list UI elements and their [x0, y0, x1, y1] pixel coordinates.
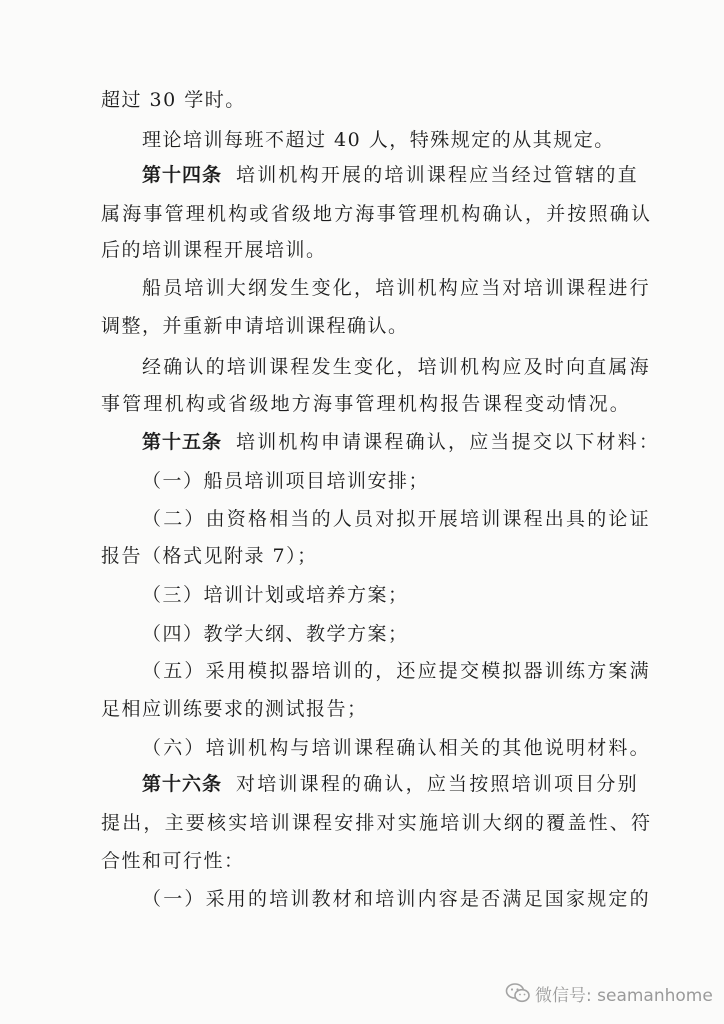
wechat-watermark	[505, 980, 713, 1006]
list-item: （一）采用的培训教材和培训内容是否满足国家规定的	[142, 888, 651, 910]
article-label: 第十六条	[142, 773, 223, 795]
text-line: 船员培训大纲发生变化，培训机构应当对培训课程进行	[142, 277, 651, 299]
article-label: 第十四条	[142, 164, 223, 186]
text-line: 报告（格式见附录 7）；	[101, 545, 318, 567]
text-line: 后的培训课程开展培训。	[101, 239, 327, 261]
list-item: （六）培训机构与培训课程确认相关的其他说明材料。	[142, 737, 651, 759]
article-label: 第十五条	[142, 431, 223, 453]
article-15-heading-line: 第十五条 培训机构申请课程确认，应当提交以下材料：	[142, 431, 661, 453]
list-item: （三）培训计划或培养方案；	[142, 584, 409, 606]
text-line: 提出，主要核实培训课程安排对实施培训大纲的覆盖性、符	[101, 812, 653, 834]
list-item: （二）由资格相当的人员对拟开展培训课程出具的论证	[142, 508, 651, 530]
wechat-icon	[505, 982, 531, 1004]
text-line: 足相应训练要求的测试报告；	[101, 698, 368, 720]
text-line: 合性和可行性：	[101, 850, 245, 872]
text-line: 超过 30 学时。	[101, 89, 246, 111]
text-line: 经确认的培训课程发生变化，培训机构应及时向直属海	[142, 356, 651, 378]
text-line: 调整，并重新申请培训课程确认。	[101, 315, 409, 337]
text-line: 属海事管理机构或省级地方海事管理机构确认，并按照确认	[101, 203, 653, 225]
list-item: （五）采用模拟器培训的，还应提交模拟器训练方案满	[142, 660, 651, 682]
list-item: （四）教学大纲、教学方案；	[142, 623, 409, 645]
list-item: （一）船员培训项目培训安排；	[142, 470, 430, 492]
article-14-heading-line: 第十四条 培训机构开展的培训课程应当经过管辖的直	[142, 164, 639, 186]
text-line: 理论培训每班不超过 40 人，特殊规定的从其规定。	[142, 129, 615, 151]
article-16-heading-line: 第十六条 对培训课程的确认，应当按照培训项目分别	[142, 773, 639, 795]
watermark-text: 微信号: seamanhome	[535, 985, 713, 1006]
text-line: 事管理机构或省级地方海事管理机构报告课程变动情况。	[101, 393, 632, 415]
